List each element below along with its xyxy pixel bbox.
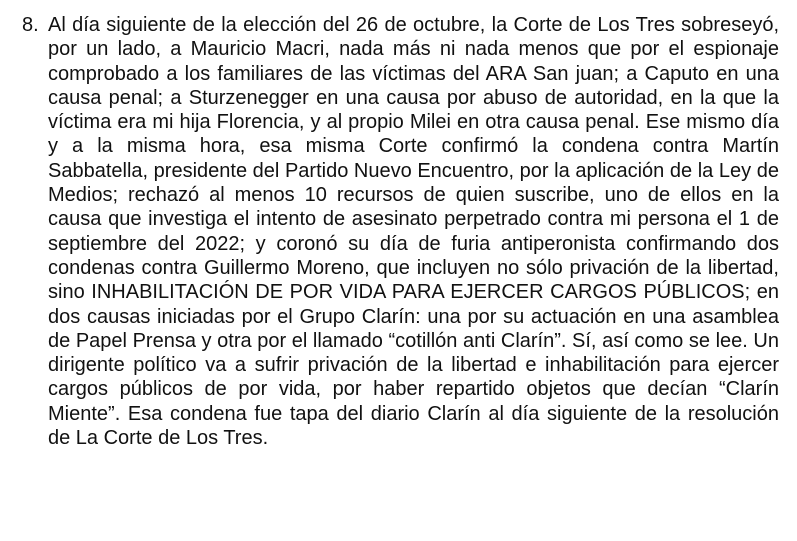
body-paragraph: Al día siguiente de la elección del 26 de octubre, la Corte de Los Tres sobreseyó, por un lado, a Mauricio Macri, nada más ni nada menos que por el espionaje comprobado a los familiares de las víctimas del ARA San juan; a Caputo en una causa penal; a Sturzenegger en una causa por abuso de autoridad, en la que la víctima era mi hija Florencia, y al propio Milei en otra causa penal. Ese mismo día y a la misma hora, esa misma Corte confirmó la condena contra Martín Sabbatella, presidente del Partido Nuevo Encuentro, por la aplicación de la Ley de Medios; rechazó al menos 10 recursos de quien suscribe, uno de ellos en la causa que investiga el intento de asesinato perpetrado contra mi persona el 1 de septiembre del 2022; y coronó su día de furia antiperonista confirmando dos condenas contra Guillermo Moreno, que incluyen no sólo privación de la libertad, sino INHABILITACIÓN DE POR VIDA PARA EJERCER CARGOS PÚBLICOS; en dos causas iniciadas por el Grupo Clarín: una por su actuación en una asamblea de Papel Prensa y otra por el llamado “cotillón anti Clarín”. Sí, así como se lee. Un dirigente político va a sufrir privación de la libertad e inhabilitación para ejercer cargos públicos de por vida, por haber repartido objetos que decían “Clarín Miente”. Esa condena fue tapa del diario Clarín al día siguiente de la resolución de La Corte de Los Tres.	[48, 14, 779, 450]
numbered-list-item	[0, 13, 797, 450]
document-page	[0, 13, 797, 450]
list-item-number: 8.	[22, 14, 39, 36]
